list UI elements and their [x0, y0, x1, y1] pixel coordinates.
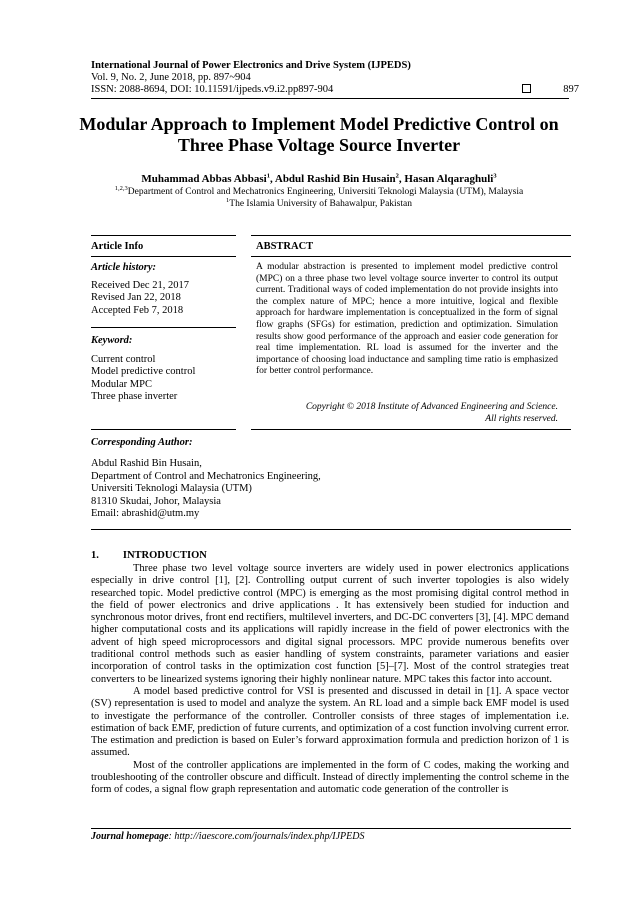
paragraph: Most of the controller applications are implemented in the form of C codes, making the working and troubleshooting of the controller obscure and difficult. Instead of directly implementing the control scheme in the form of codes, a signal flow graph representation and automatic code generation of the controller is	[91, 759, 569, 796]
abstract-top-rule	[251, 235, 571, 236]
keyword-item: Current control	[91, 353, 156, 365]
keyword-label: Keyword:	[91, 335, 133, 346]
abstract-heading: ABSTRACT	[256, 241, 314, 252]
keyword-block	[91, 335, 236, 404]
journal-volume: Vol. 9, No. 2, June 2018, pp. 897~904	[91, 72, 251, 83]
section-number: 1.	[91, 550, 99, 561]
author-list: Muhammad Abbas Abbasi$^1$, Abdul Rashid Bin Husain$^2$, Hasan Alqaraghuli$^3$	[141, 172, 497, 185]
page-number: 897	[563, 84, 579, 95]
received-date: Received Dec 21, 2017	[91, 279, 189, 291]
copyright	[256, 402, 558, 425]
square-icon	[522, 84, 531, 96]
journal-issn-line	[91, 84, 579, 96]
corresponding-label: Corresponding Author:	[91, 437, 193, 448]
intro-body	[91, 563, 569, 797]
paragraph: Three phase two level voltage source inverters are widely used in power electronics applications especially in drive control [1], [2]. Controlling output current of such inverter topologies is also widely researched topic. Model predictive control (MPC) is emerging as the most promising digital control method in the field of power electronics and drive applications . It has extensively been studied for induction and synchronous motor drives, front end rectifiers, multilevel inverters, and DC-DC converters [3], [4]. MPC demand higher computational costs and its applications will rapidly increase in the field of power electronics with the advent of high speed microprocessors and digital signal processors. MPC provide numerous benefits over traditional control methods such as easier handling of system constraints, parameter variations and easier incorporation of control tasks in the optimization cost function [5]–[7]. Most of the control strategies treat converters to be linearized systems ignoring their highly nonlinear nature. MPC takes this factor into account.	[91, 563, 569, 685]
info-heading-rule	[91, 256, 236, 257]
paper-title	[60, 114, 578, 156]
journal-issn: ISSN: 2088-8694, DOI: 10.11591/ijpeds.v9.i2.pp897-904	[91, 84, 334, 95]
keyword-item: Modular MPC	[91, 378, 152, 390]
corresponding-line: Email: abrashid@utm.my	[91, 508, 200, 519]
affiliation-text: Department of Control and Mechatronics Engineering, Universiti Teknologi Malaysia (UTM), Malaysia	[127, 187, 524, 197]
affiliation-text: The Islamia University of Bahawalpur, Pakistan	[229, 199, 412, 209]
homepage-link[interactable]: : http://iaescore.com/journals/index.php/IJPEDS	[168, 831, 365, 842]
author-name: Muhammad Abbas Abbasi	[141, 173, 267, 185]
title-line-2: Three Phase Voltage Source Inverter	[177, 135, 461, 155]
journal-name: International Journal of Power Electronics and Drive System (IJPEDS)	[91, 60, 411, 71]
affiliation-line	[40, 186, 598, 198]
keyword-item: Model predictive control	[91, 366, 196, 377]
info-mid-rule	[91, 327, 236, 328]
section-title: INTRODUCTION	[122, 550, 207, 561]
author-sup: 3	[493, 172, 497, 180]
corresponding-line: Universiti Teknologi Malaysia (UTM)	[91, 483, 252, 494]
affiliation-line	[40, 198, 598, 210]
affiliation-sup: 1	[226, 196, 230, 204]
info-top-rule	[91, 235, 236, 236]
revised-date: Revised Jan 22, 2018	[91, 292, 181, 303]
paragraph: A model based predictive control for VSI is presented and discussed in detail in [1]. A space vector (SV) representation is used to model and analyze the system. An RL load and a simple back EMF model is used to investigate the performance of the controller. Controller consists of three stages of implementation i.e. estimation of back EMF, prediction of future currents, and optimization of a cost function involving current error. The estimation and prediction is based on Euler’s forward approximation formula and prediction horizon of 1 is assumed.	[91, 685, 569, 759]
info-bottom-rule	[91, 429, 236, 430]
accepted-date: Accepted Feb 7, 2018	[91, 304, 184, 316]
article-info-heading: Article Info	[91, 241, 144, 252]
journal-header	[91, 60, 579, 96]
abstract-text: A modular abstraction is presented to implement model predictive control (MPC) on a three phase two level voltage source inverter to control its output current. Traditional ways of coded implementation do not provide insights into the complex nature of MPC; hence a more intuitive, logical and flexible approach for hardware implementation is conceptualized in the form of signal flow graphs (SFGs) for estimation, prediction and optimization. Simulation results show good performance of the approach and easier code generation for real time implementation. RL load is assumed for the inverter and the importance of choosing load inductance and sampling time ratio is emphasized for better control performance.	[256, 262, 558, 377]
author-sup: 2	[395, 172, 399, 180]
abstract-bottom-rule	[251, 429, 571, 430]
corresponding-line: 81310 Skudai, Johor, Malaysia	[91, 495, 221, 507]
article-history	[91, 262, 236, 317]
author-name: Abdul Rashid Bin Husain	[274, 173, 396, 185]
corresponding-address	[91, 458, 491, 521]
author-name: Hasan Alqaraghuli	[404, 173, 494, 185]
affiliations	[40, 186, 598, 210]
title-line-1: Modular Approach to Implement Model Predictive Control on	[79, 114, 559, 134]
journal-homepage	[91, 831, 365, 842]
author-sup: 1	[266, 172, 270, 180]
affiliation-sup: 1,2,3	[114, 184, 128, 192]
history-label: Article history:	[91, 262, 157, 273]
corresponding-line: Department of Control and Mechatronics Engineering,	[91, 470, 321, 482]
corresponding-rule	[91, 529, 571, 530]
header-rule	[91, 98, 569, 99]
corresponding-line: Abdul Rashid Bin Husain,	[91, 458, 202, 469]
section-heading	[91, 550, 207, 563]
homepage-label: Journal homepage	[91, 831, 169, 842]
footer-rule	[91, 828, 571, 829]
copyright-line-1: Copyright © 2018 Institute of Advanced Engineering and Science.	[305, 402, 558, 412]
keyword-item: Three phase inverter	[91, 391, 178, 402]
copyright-line-2: All rights reserved.	[485, 413, 558, 424]
abstract-heading-rule	[251, 256, 571, 257]
